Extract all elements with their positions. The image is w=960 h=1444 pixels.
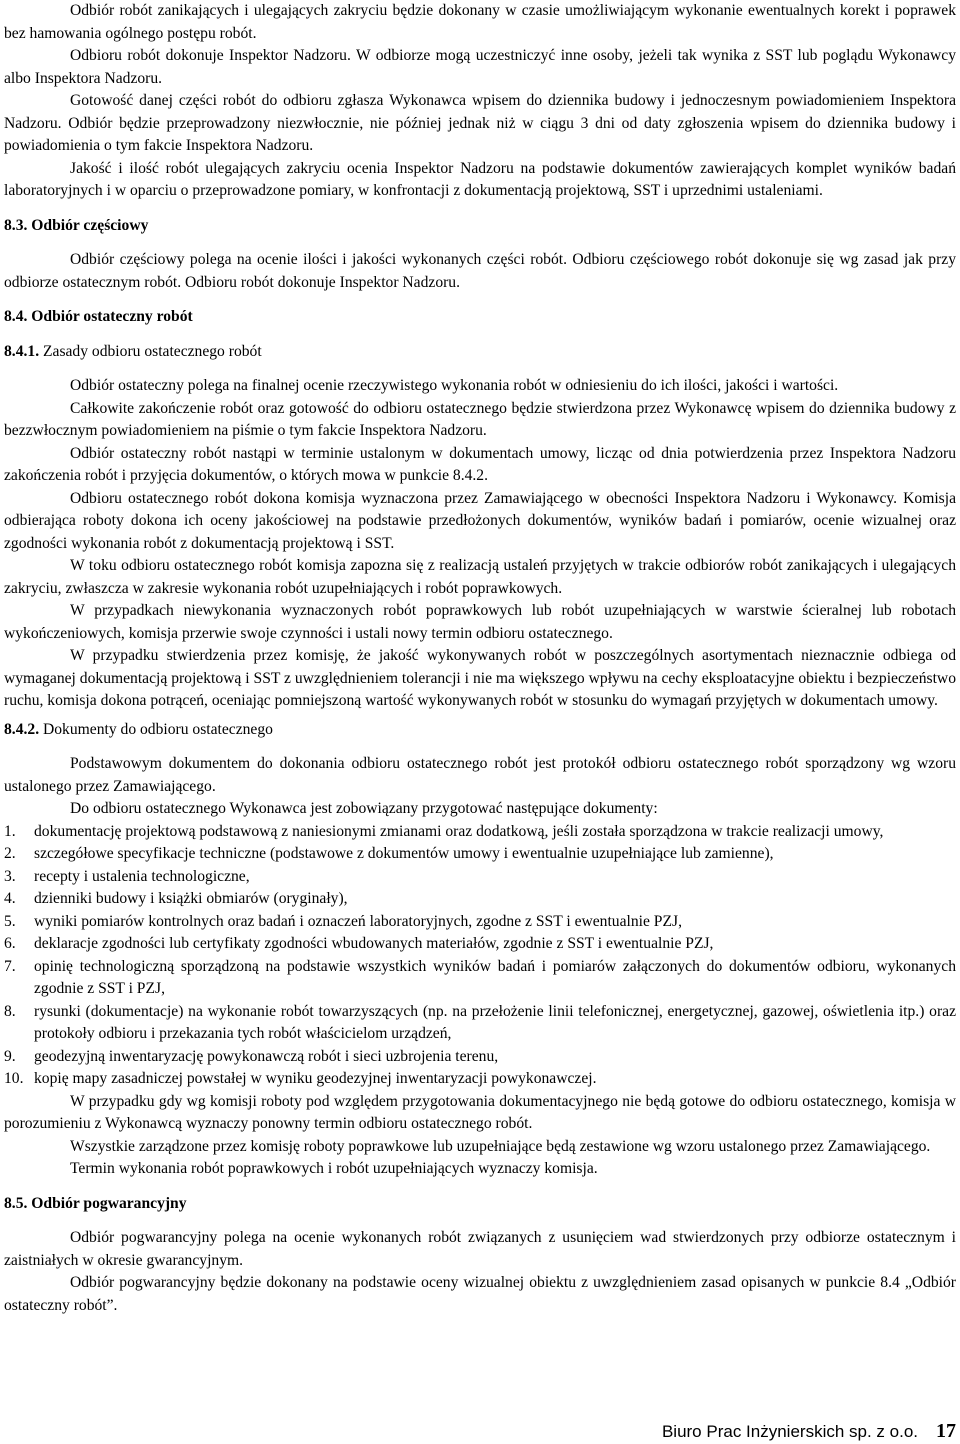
section-heading-8-3: 8.3. Odbiór częściowy — [4, 216, 149, 234]
section-heading-8-5: 8.5. Odbiór pogwarancyjny — [4, 1194, 187, 1212]
list-item-number: 2. — [4, 845, 16, 862]
intro-paragraph-1: Odbiór robót zanikających i ulegających zakryciu będzie dokonany w czasie umożliwiającym wykonanie ewentualnych korekt i poprawek bez hamowania ogólnego postępu robót. — [4, 2, 956, 42]
list-item-text: szczegółowe specyfikacje techniczne (podstawowe z dokumentów umowy i ewentualnie uzupełniające lub zamienne), — [34, 845, 774, 862]
spacer — [4, 1215, 956, 1227]
subsection-heading-8-4-1 — [4, 341, 956, 364]
list-item — [4, 866, 956, 889]
list-item-text: dokumentację projektową podstawową z naniesionymi zmianami oraz dodatkową, jeśli została sporządzona w trakcie realizacji umowy, — [34, 822, 884, 840]
subsection-number: 8.4.1. — [4, 342, 40, 360]
list-item — [4, 1046, 956, 1069]
list-item-number: 6. — [4, 935, 16, 952]
s842-after-paragraph-3: Termin wykonania robót poprawkowych i robót uzupełniających wyznaczy komisja. — [70, 1160, 598, 1177]
list-item — [4, 1068, 956, 1091]
page-number: 17 — [936, 1420, 956, 1442]
s841-paragraph-2: Całkowite zakończenie robót oraz gotowość do odbioru ostatecznego będzie stwierdzona przez Wykonawcę wpisem do dziennika budowy z bezzwłocznym powiadomieniem na piśmie o tym fakcie Inspektora Nadzoru. — [4, 399, 956, 439]
list-item — [4, 956, 956, 1001]
list-item-text: kopię mapy zasadniczej powstałej w wyniku geodezyjnej inwentaryzacji powykonawczej. — [34, 1070, 597, 1087]
subsection-number: 8.4.2. — [4, 720, 40, 738]
s85-paragraph-1: Odbiór pogwarancyjny polega na ocenie wykonanych robót związanych z usunięciem wad stwierdzonych przy odbiorze ostatecznym i zaistniałych w okresie gwarancyjnym. — [4, 1229, 956, 1269]
list-item — [4, 911, 956, 934]
list-item-text: geodezyjną inwentaryzację powykonawczą robót i sieci uzbrojenia terenu, — [34, 1047, 499, 1065]
intro-paragraph-3: Gotowość danej części robót do odbioru zgłasza Wykonawca wpisem do dziennika budowy i jednoczesnym powiadomieniem Inspektora Nadzoru. Odbiór będzie przeprowadzony niezwłocznie, nie później jednak niż w ciągu 3 dni od daty zgłoszenia wpisem do dziennika budowy i powiadomienia o tym fakcie Inspektora Nadzoru. — [4, 92, 956, 154]
list-item-number: 3. — [4, 867, 16, 885]
s85-paragraph-2: Odbiór pogwarancyjny będzie dokonany na podstawie oceny wizualnej obiektu z uwzględnieniem zasad opisanych w punkcie 8.4 „Odbiór ostateczny robót”. — [4, 1274, 956, 1314]
spacer — [4, 741, 956, 753]
s842-paragraph-1: Podstawowym dokumentem do dokonania odbioru ostatecznego robót jest protokół odbioru ostatecznego robót sporządzony wg wzoru ustalonego przez Zamawiającego. — [4, 755, 956, 795]
s841-paragraph-3: Odbiór ostateczny robót nastąpi w terminie ustalonym w dokumentach umowy, licząc od dnia potwierdzenia przez Inspektora Nadzoru zakończenia robót i przyjęcia dokumentów, o których mowa w punkcie 8.4.2. — [4, 444, 956, 484]
list-item-number: 5. — [4, 912, 16, 930]
list-item-number: 10. — [4, 1070, 24, 1087]
spacer — [4, 363, 956, 375]
intro-paragraph-4: Jakość i ilość robót ulegających zakryciu ocenia Inspektor Nadzoru na podstawie dokumentów zawierających komplet wyników badań laboratoryjnych i w oparciu o przeprowadzone pomiary, w konfrontacji z dokumentacją projektową, SST i uprzednimi ustaleniami. — [4, 159, 956, 199]
s841-paragraph-6: W przypadkach niewykonania wyznaczonych robót poprawkowych lub robót uzupełniających w warstwie ścieralnej lub robotach wykończeniowych, komisja przerwie swoje czynności i ustali nowy termin odbioru ostatecznego. — [4, 602, 956, 642]
list-item-number: 4. — [4, 890, 16, 907]
subsection-title: Dokumenty do odbioru ostatecznego — [39, 720, 273, 738]
intro-paragraph-2: Odbioru robót dokonuje Inspektor Nadzoru. W odbiorze mogą uczestniczyć inne osoby, jeżeli tak wynika z SST lub poglądu Wykonawcy albo Inspektora Nadzoru. — [4, 47, 956, 87]
list-item-number: 1. — [4, 822, 16, 840]
document-page — [4, 0, 956, 1317]
spacer — [4, 203, 956, 215]
section-heading-8-4: 8.4. Odbiór ostateczny robót — [4, 308, 193, 325]
s841-paragraph-1: Odbiór ostateczny polega na finalnej ocenie rzeczywistego wykonania robót w odniesieniu do ich ilości, jakości i wartości. — [70, 377, 839, 394]
s841-paragraph-4: Odbioru ostatecznego robót dokona komisja wyznaczona przez Zamawiającego w obecności Inspektora Nadzoru i Wykonawcy. Komisja odbierająca roboty dokona ich oceny jakościowej na podstawie przedłożonych dokumentów, wyników badań i pomiarów, ocenie wizualnej oraz zgodności wykonania robót z dokumentacją projektową i SST. — [4, 489, 956, 552]
spacer — [4, 329, 956, 341]
list-item — [4, 888, 956, 911]
s842-after-paragraph-2: Wszystkie zarządzone przez komisję roboty poprawkowe lub uzupełniające będą zestawione wg wzoru ustalonego przez Zamawiającego. — [70, 1137, 931, 1155]
list-item-text: rysunki (dokumentacje) na wykonanie robót towarzyszących (np. na przełożenie linii telefonicznej, energetycznej, gazowej, oświetlenia itp.) oraz protokoły odbioru i przekazania tych robót właścicielom urządzeń, — [34, 1002, 956, 1042]
list-item — [4, 1001, 956, 1046]
footer-company-name: Biuro Prac Inżynierskich sp. z o.o. — [661, 1422, 918, 1441]
s83-paragraph-1: Odbiór częściowy polega na ocenie ilości i jakości wykonanych części robót. Odbioru częściowego robót dokonuje się wg zasad jak przy odbiorze ostatecznym robót. Odbioru robót dokonuje Inspektor Nadzoru. — [4, 251, 956, 291]
spacer — [4, 1181, 956, 1193]
subsection-title: Zasady odbioru ostatecznego robót — [39, 342, 262, 360]
list-item-number: 7. — [4, 957, 16, 975]
list-item-number: 8. — [4, 1002, 16, 1020]
list-item-text: deklaracje zgodności lub certyfikaty zgodności wbudowanych materiałów, zgodnie z SST i ewentualnie PZJ, — [34, 935, 714, 952]
s841-paragraph-7: W przypadku stwierdzenia przez komisję, że jakość wykonywanych robót w poszczególnych asortymentach nieznacznie odbiega od wymaganej dokumentacją projektową i SST z uwzględnieniem tolerancji i nie ma większego wpływu na cechy eksploatacyjne obiektu i bezpieczeństwo ruchu, komisja dokona potrąceń, oceniając pomniejszoną wartość wykonywanych robót w stosunku do wymagań przyjętych w dokumentach umowy. — [4, 647, 956, 709]
list-item — [4, 821, 956, 844]
list-item-number: 9. — [4, 1047, 16, 1065]
subsection-heading-8-4-2 — [4, 719, 956, 742]
s842-paragraph-2: Do odbioru ostatecznego Wykonawca jest zobowiązany przygotować następujące dokumenty: — [70, 800, 658, 817]
s841-paragraph-5: W toku odbioru ostatecznego robót komisja zapozna się z realizacją ustaleń przyjętych w trakcie odbiorów robót zanikających i ulegających zakryciu, zwłaszcza w zakresie wykonania robót uzupełniających i robót poprawkowych. — [4, 557, 956, 597]
spacer — [4, 294, 956, 306]
list-item-text: opinię technologiczną sporządzoną na podstawie wszystkich wyników badań i pomiarów załączonych do dokumentów odbioru, wykonanych zgodnie z SST i PZJ, — [34, 957, 956, 997]
spacer — [4, 237, 956, 249]
list-item-text: wyniki pomiarów kontrolnych oraz badań i oznaczeń laboratoryjnych, zgodne z SST i ewentualnie PZJ, — [34, 912, 682, 930]
s842-after-paragraph-1: W przypadku gdy wg komisji roboty pod względem przygotowania dokumentacyjnego nie będą gotowe do odbioru ostatecznego, komisja w porozumieniu z Wykonawcą wyznaczy ponowny termin odbioru ostatecznego robót. — [4, 1092, 956, 1132]
list-item — [4, 843, 956, 866]
list-item-text: recepty i ustalenia technologiczne, — [34, 867, 250, 885]
page-footer — [662, 1419, 956, 1444]
list-item-text: dzienniki budowy i książki obmiarów (oryginały), — [34, 890, 348, 907]
required-documents-list — [4, 821, 956, 1091]
list-item — [4, 933, 956, 956]
